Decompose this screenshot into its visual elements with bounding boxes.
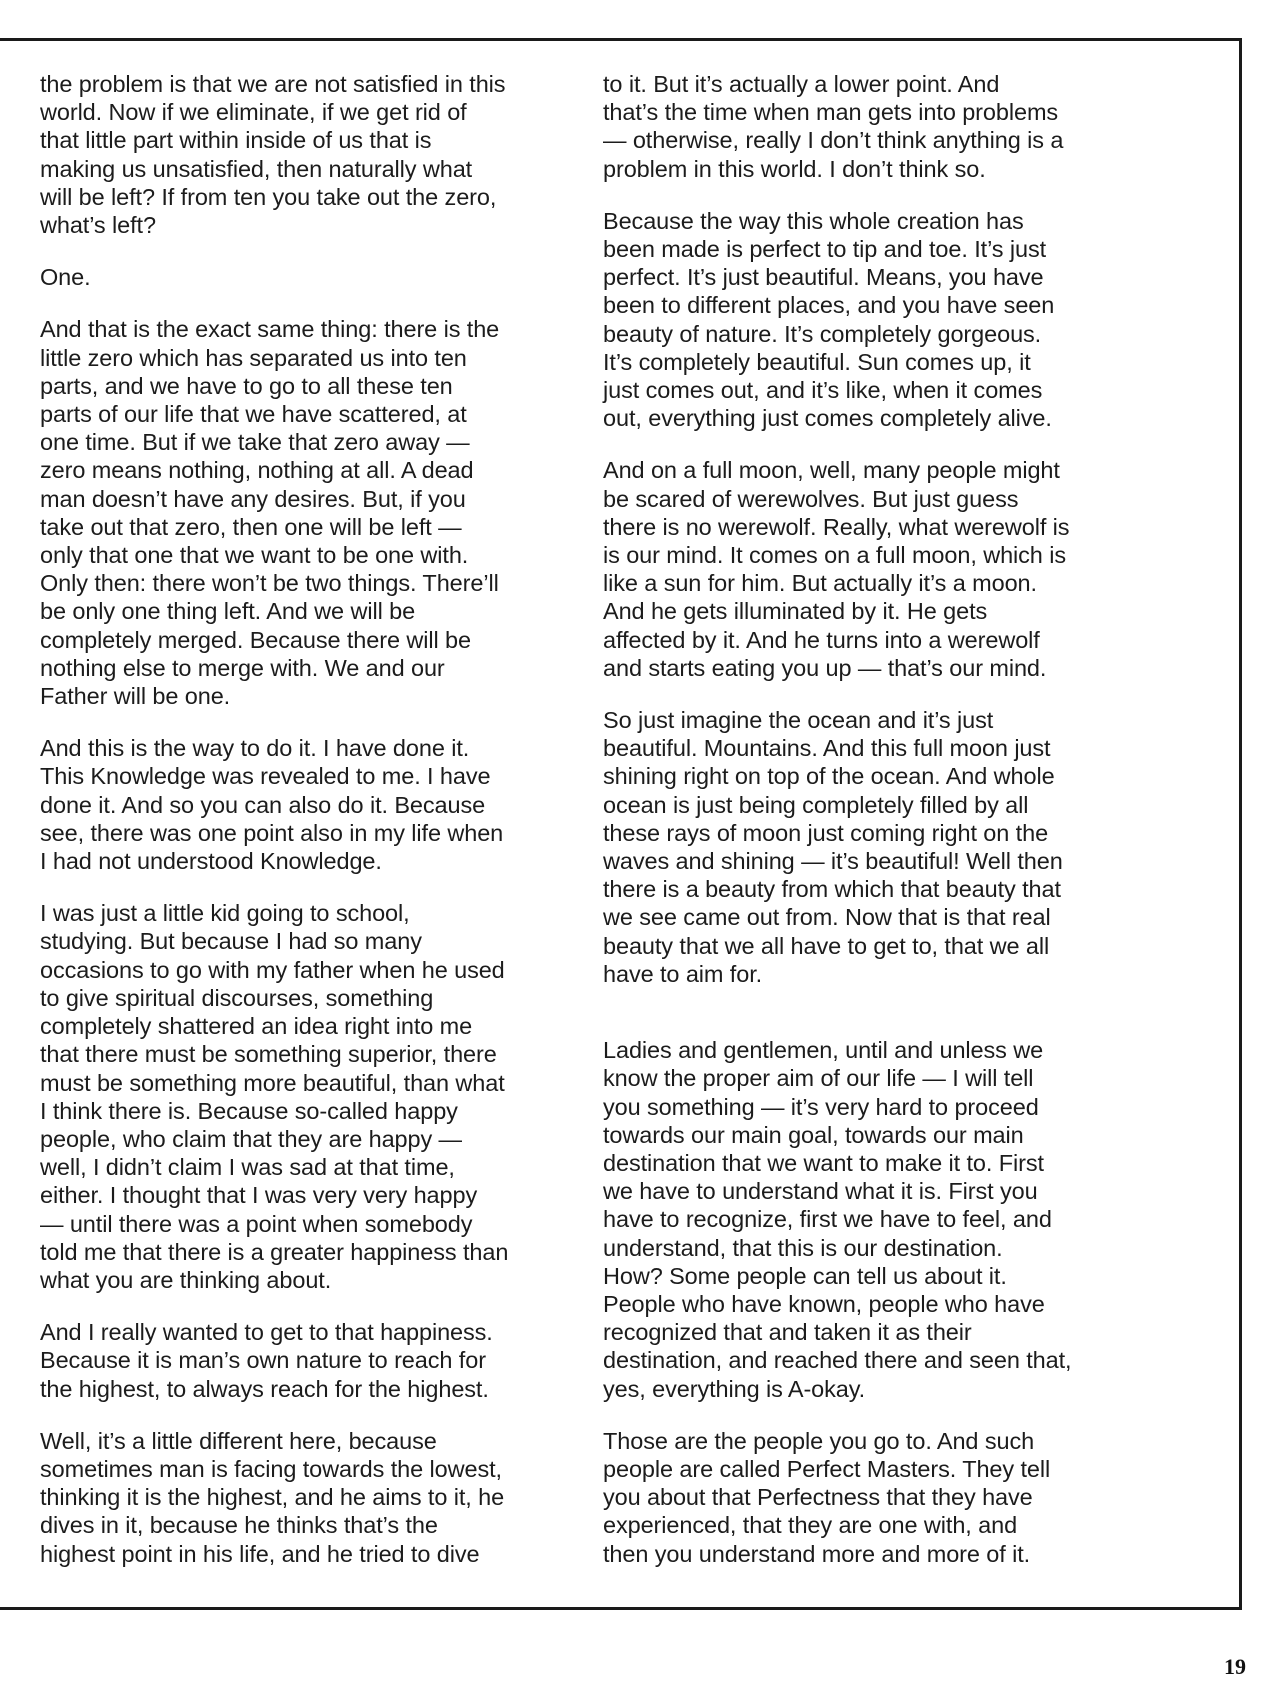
- paragraph: Ladies and gentlemen, until and unless we know the proper aim of our life — I will tell you something — it’s very hard to proceed towards our main goal, towards our main destination that we want to make it to. First we have to understand what it is. First you have to recognize, first we have to feel, and understand, that this is our destination. How? Some people can tell us about it. People who have known, people who have recognized that and taken it as their destination, and reached there and seen that, yes, everything is A-okay.: [603, 1037, 1072, 1402]
- paragraph: And I really wanted to get to that happiness. Because it is man’s own nature to reach for the highest, to always reach for the highest.: [40, 1319, 493, 1402]
- left-text-column: [40, 70, 560, 1592]
- right-text-column: [603, 70, 1123, 1592]
- paragraph: So just imagine the ocean and it’s just beautiful. Mountains. And this full moon just shining right on top of the ocean. And whole ocean is just being completely filled by all these rays of moon just coming right on the waves and shining — it’s beautiful! Well then there is a beauty from which that beauty that we see came out from. Now that is that real beauty that we all have to get to, that we all have to aim for.: [603, 707, 1063, 987]
- paragraph: to it. But it’s actually a lower point. And that’s the time when man gets into problems — otherwise, really I don’t think anything is a problem in this world. I don’t think so.: [603, 71, 1064, 182]
- paragraph: Those are the people you go to. And such people are called Perfect Masters. They tell you about that Perfectness that they have experienced, that they are one with, and then you understand more and more of it.: [603, 1427, 1051, 1567]
- paragraph: And this is the way to do it. I have done it. This Knowledge was revealed to me. I have done it. And so you can also do it. Because see, there was one point also in my life when I had not understood Knowledge.: [40, 735, 504, 875]
- paragraph: I was just a little kid going to school, studying. But because I had so many occasions to go with my father when he used to give spiritual discourses, something completely shattered an idea right into me that there must be something superior, there must be something more beautiful, than what I think there is. Because so-called happy people, who claim that they are happy — well, I didn’t claim I was sad at that time, either. I thought that I was very very happy — until there was a point when somebody told me that there is a greater happiness than what you are thinking about.: [40, 900, 509, 1293]
- paragraph: the problem is that we are not satisfied in this world. Now if we eliminate, if we get rid of that little part within inside of us that is making us unsatisfied, then naturally what will be left? If from ten you take out the zero, what’s left?: [40, 71, 506, 239]
- paragraph: And on a full moon, well, many people might be scared of werewolves. But just guess there is no werewolf. Really, what werewolf is is our mind. It comes on a full moon, which is like a sun for him. But actually it’s a moon. And he gets illuminated by it. He gets affected by it. And he turns into a werewolf and starts eating you up — that’s our mind.: [603, 457, 1070, 681]
- paragraph: Well, it’s a little different here, because sometimes man is facing towards the lowest, thinking it is the highest, and he aims to it, he dives in it, because he thinks that’s the highest point in his life, and he tried to dive: [40, 1427, 505, 1567]
- paragraph: One.: [40, 264, 91, 291]
- paragraph: Because the way this whole creation has been made is perfect to tip and toe. It’s just perfect. It’s just beautiful. Means, you have been to different places, and you have seen beauty of nature. It’s completely gorgeous. It’s completely beautiful. Sun comes up, it just comes out, and it’s like, when it comes out, everything just comes completely alive.: [603, 207, 1055, 432]
- paragraph: And that is the exact same thing: there is the little zero which has separated us into ten parts, and we have to go to all these ten parts of our life that we have scattered, at one time. But if we take that zero away — zero means nothing, nothing at all. A dead man doesn’t have any desires. But, if you take out that zero, then one will be left — only that one that we want to be one with. Only then: there won’t be two things. There’ll be only one thing left. And we will be completely merged. Because there will be nothing else to merge with. We and our Father will be one.: [40, 316, 500, 710]
- page-number: 19: [1224, 1654, 1246, 1679]
